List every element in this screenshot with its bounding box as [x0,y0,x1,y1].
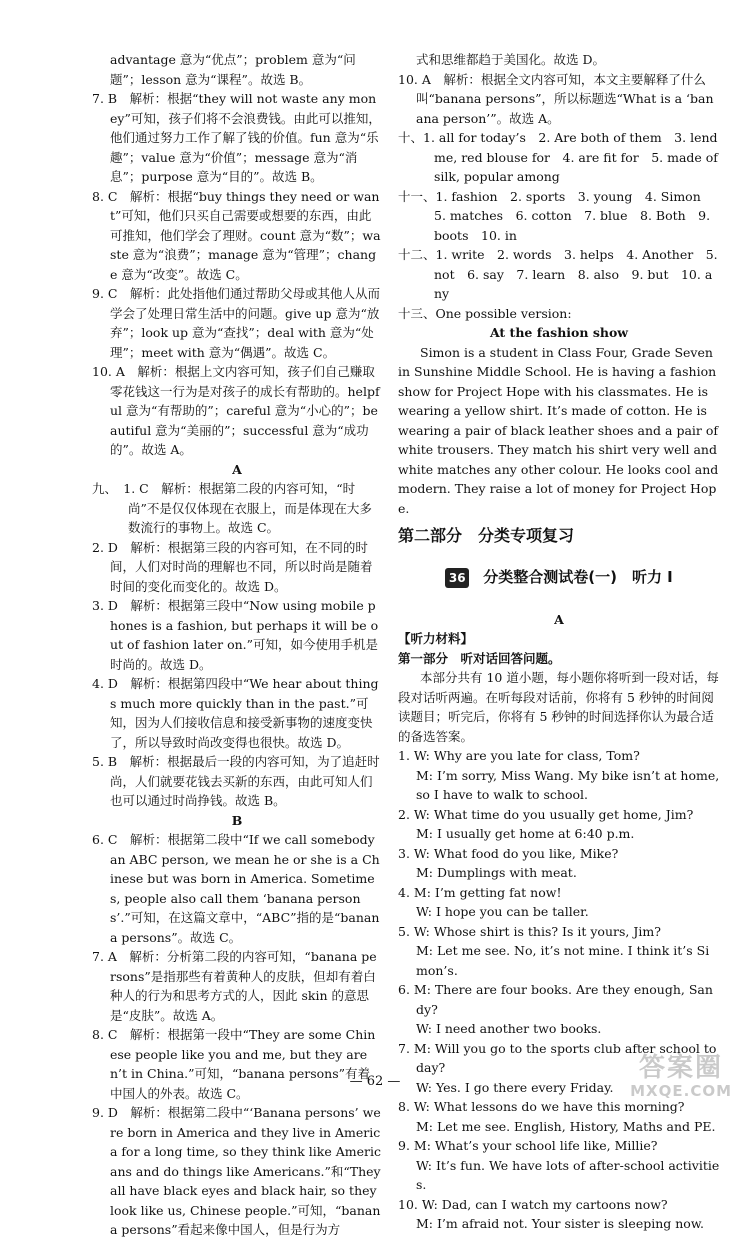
text-line: 10. W: Dad, can I watch my cartoons now? [398,1196,668,1212]
text-line: M: Let me see. No, it’s not mine. I think it’s Simon’s. [416,943,710,978]
text-line: 8. C 解析：根据第一段中“They are some Chinese people like you and me, but they aren’t in China.”可知，“banana persons”有着中国人的外表。故选 C。 [92,1027,376,1101]
text-line: 十一、1. fashion 2. sports 3. young 4. Simon 5. matches 6. cotton 7. blue 8. Both 9. boots 10. in [398,188,715,243]
text-line: M: I usually get home at 6:40 p.m. [416,826,635,841]
part-title: 第二部分 分类专项复习 [398,526,575,545]
text-line: M: Let me see. English, History, Maths and PE. [416,1118,716,1134]
left-column [92,50,385,1240]
text-line: 2. W: What time do you usually get home, Jim? [398,806,694,822]
text-line: M: Dumplings with meat. [416,865,577,880]
text-line: 九、 1. C 解析：根据第二段的内容可知，“时尚”不是仅仅体现在衣服上，而是体现在大多数流行的事物上。故选 C。 [92,481,372,535]
watermark-logo [630,1053,732,1099]
text-line: 9. C 解析：此处指他们通过帮助父母或其他人从而学会了处理日常生活中的问题。give up 意为“放弃”；look up 意为“查找”；deal with 意为“处理”；meet with 意为“偶遇”。故选 C。 [92,286,380,360]
text-line: 10. A 解析：根据上文内容可知，孩子们自己赚取零花钱这一行为是对孩子的成长有帮助的。helpful 意为“有帮助的”；careful 意为“小心的”；beautiful 意为“美丽的”；successful 意为“成功的”。故选 A。 [92,364,380,457]
text-line: 十二、1. write 2. words 3. helps 4. Another 5. not 6. say 7. learn 8. also 9. but 10. any [398,247,722,301]
text-line: M: I’m sorry, Miss Wang. My bike isn’t at home, so I have to walk to school. [416,767,724,802]
text-line: 3. W: What food do you like, Mike? [398,845,619,861]
text-line: 2. D 解析：根据第三段的内容可知，在不同的时间，人们对时尚的理解也不同，所以时尚是随着时间的变化而变化的。故选 D。 [92,539,373,594]
listening-material [398,610,724,1234]
test-title: 分类整合测试卷(一) 听力 I [483,567,673,586]
text-line: M: I’m afraid not. Your sister is sleeping now. [416,1216,705,1231]
test-number-badge: 36 [445,568,469,588]
text-line: 7. M: Will you go to the sports club after school today? [398,1040,717,1075]
text-line: 6. C 解析：根据第二段中“If we call somebody an ABC person, we mean he or she is a Chinese but was born in America. Sometimes, people also call them ‘banana persons’.”可知，在这篇文章中，“ABC”指的是“banana persons”。故选 C。 [92,832,380,945]
text-line: 式和思维都趋于美国化。故选 D。 [416,52,605,67]
text-line: Simon is a student in Class Four, Grade Seven in Sunshine Middle School. He is having a fashion show for Project Hope with his classmates. He is wearing a yellow shirt. It’s made of cotton. He is wearing a pair of black leather shoes and a pair of white trousers. They match his shirt very well and white matches any other colour. He looks cool and modern. They raise a lot of money for Project Hope. [398,344,723,516]
text-line: B [231,812,243,828]
text-line: W: I need another two books. [416,1021,602,1036]
text-line: W: I hope you can be taller. [416,904,589,919]
text-line: 【听力材料】 [398,631,474,646]
text-line: 8. W: What lessons do we have this morning? [398,1099,685,1114]
text-line: 4. D 解析：根据第四段中“We hear about things much more quickly than in the past.”可知，因为人们接收信息和接受新事物的速度变快了，所以导致时尚改变得也很快。故选 D。 [92,676,379,750]
watermark-url: MXQE.COM [630,1082,732,1100]
text-line: 3. D 解析：根据第三段中“Now using mobile phones is a fashion, but perhaps it will be out of fashion later on.”可知，如今使用手机是时尚的。故选 D。 [92,598,379,672]
watermark-text: 答案圈 [639,1053,724,1083]
text-line: 7. A 解析：分析第二段的内容可知，“banana persons”是指那些有着黄种人的皮肤，但却有着白种人的行为和思考方式的人，因此 skin 的意思是“皮肤”。故选 A。 [92,949,377,1023]
text-line: 第一部分 听对话回答问题。 [398,650,561,666]
text-line: W: It’s fun. We have lots of after-school activities. [416,1157,720,1192]
text-line: 十三、One possible version: [398,305,572,321]
text-line: advantage 意为“优点”；problem 意为“问题”；lesson 意为“课程”。故选 B。 [110,52,356,87]
text-line: 9. D 解析：根据第二段中“‘Banana persons’ were born in America and they live in America for a long time, so they think like Americans and do things like Americans.”和“They all have black eyes and black hair, so they look like us, Chinese people.”可知，“banana persons”看起来像中国人，但是行为方 [92,1105,385,1237]
text-line: 10. A 解析：根据全文内容可知，本文主要解释了什么叫“banana persons”，所以标题选“What is a ‘banana person’”。故选 A。 [398,71,714,126]
text-line: 5. W: Whose shirt is this? Is it yours, Jim? [398,923,661,939]
text-line: W: Yes. I go there every Friday. [416,1079,614,1095]
text-line: 7. B 解析：根据“they will not waste any money”可知，孩子们将不会浪费钱。由此可以推知，他们通过努力工作了解了钱的价值。fun 意为“乐趣”；value 意为“价值”；message 意为“消息”；purpose 意为“目的”。故选 B。 [92,91,381,184]
page-number: — 62 — [349,1074,401,1089]
text-line: A [232,461,242,477]
text-line: At the fashion show [489,325,629,340]
text-line: 9. M: What’s your school life like, Millie? [398,1138,658,1153]
text-line: 十、1. all for today’s 2. Are both of them 3. lend me, red blouse for 4. are fit for 5. made of silk, popular among [398,130,722,184]
text-line: 6. M: There are four books. Are they enough, Sandy? [398,982,713,1017]
text-line: 4. M: I’m getting fat now! [398,884,562,900]
text-line: A [554,611,564,627]
test-heading [398,568,720,588]
text-line: 5. B 解析：根据最后一段的内容可知，为了追赶时尚，人们就要花钱去买新的东西，由此可知人们也可以通过时尚挣钱。故选 B。 [92,754,380,808]
answers-continued [398,50,723,518]
text-line: 本部分共有 10 道小题，每小题你将听到一段对话，每段对话听两遍。在听每段对话前，你将有 5 秒钟的时间阅读题目；听完后，你将有 5 秒钟的时间选择你认为最合适的备选答案。 [398,670,719,744]
text-line: 8. C 解析：根据“buy things they need or want”可知，他们只买自己需要或想要的东西，由此可推知，他们学会了理财。count 意为“数”；waste 意为“浪费”；manage 意为“管理”；change 意为“改变”。故选 C。 [92,188,381,282]
text-line: 1. W: Why are you late for class, Tom? [398,748,640,763]
